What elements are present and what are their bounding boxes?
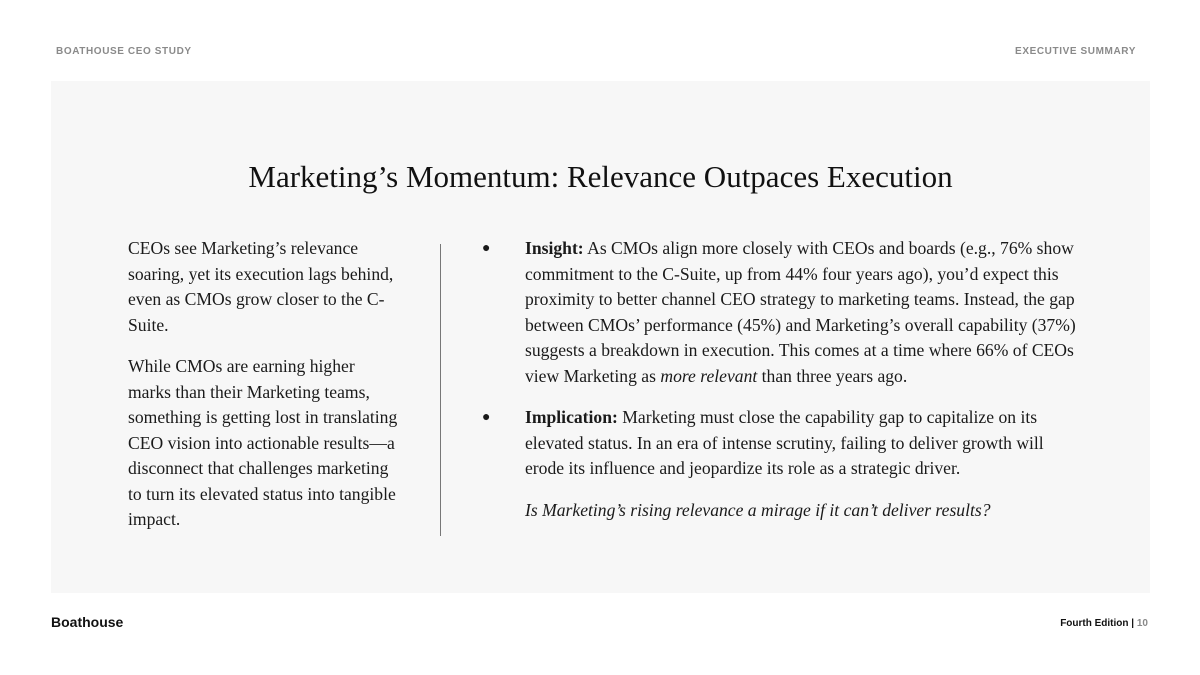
content-panel <box>51 81 1150 593</box>
implication-bullet <box>482 405 1082 482</box>
insight-emphasis: more relevant <box>660 365 758 386</box>
insight-label: Insight: <box>525 238 584 258</box>
insight-bullet <box>482 236 1082 389</box>
slide-title: Marketing’s Momentum: Relevance Outpaces Execution <box>248 159 953 194</box>
study-label: BOATHOUSE CEO STUDY <box>56 46 192 57</box>
summary-paragraph-2: While CMOs are earning higher marks than their Marketing teams, something is getting lost in translating CEO vision into actionable results—a disconnect that challenges marketing to turn its elevated status into tangible impact. <box>128 356 398 529</box>
column-divider <box>440 244 441 536</box>
insight-text-end: than three years ago. <box>761 365 908 386</box>
brand-logo: Boathouse <box>51 614 124 630</box>
page-number: 10 <box>1136 618 1148 629</box>
detail-column <box>482 236 1082 523</box>
insight-text: As CMOs align more closely with CEOs and boards (e.g., 76% show commitment to the C-Suite, up from 44% four years ago), you’d expect this proximity to better channel CEO strategy to marketing teams. Instead, the gap between CMOs’ performance (45%) and Marketing’s overall capability (37%) suggests a breakdown in execution. This comes at a time where 66% of CEOs view Marketing as <box>525 238 1076 386</box>
edition-label: Fourth Edition | <box>1060 618 1135 629</box>
summary-column <box>128 236 398 549</box>
summary-paragraph-1: CEOs see Marketing’s relevance soaring, yet its execution lags behind, even as CMOs grow closer to the C-Suite. <box>128 238 394 335</box>
section-label: EXECUTIVE SUMMARY <box>1015 46 1136 57</box>
bullet-dot-icon: ● <box>482 410 491 425</box>
footer-edition <box>1060 618 1148 629</box>
implication-label: Implication: <box>525 407 618 427</box>
bullet-dot-icon: ● <box>482 241 491 256</box>
closing-question: Is Marketing’s rising relevance a mirage if it can’t deliver results? <box>525 499 991 520</box>
implication-text: Marketing must close the capability gap to capitalize on its elevated status. In an era of intense scrutiny, failing to deliver growth will erode its influence and jeopardize its role as a strategic driver. <box>525 407 1044 478</box>
